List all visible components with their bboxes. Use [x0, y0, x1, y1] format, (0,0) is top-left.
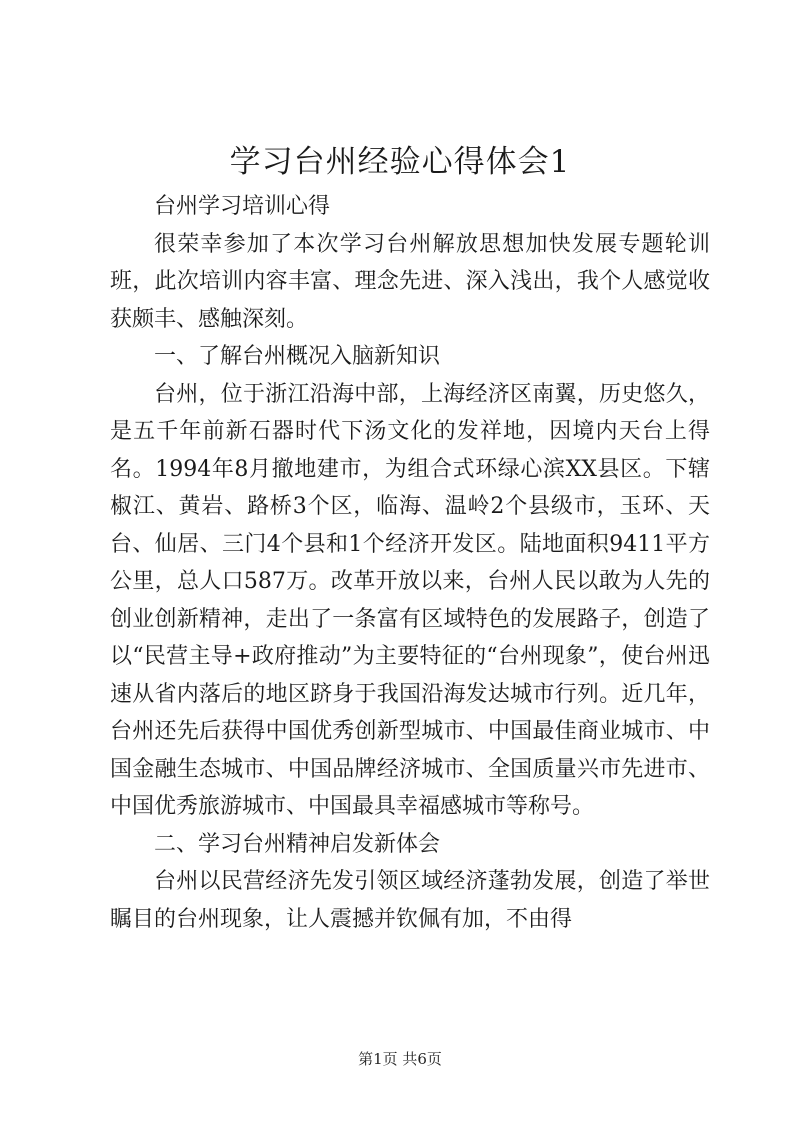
paragraph-intro: 很荣幸参加了本次学习台州解放思想加快发展专题轮训班，此次培训内容丰富、理念先进、深入浅出，我个人感觉收获颇丰、感触深刻。	[110, 231, 710, 332]
section-heading-1: 一、了解台州概况入脑新知识	[154, 344, 441, 369]
section-heading-2: 二、学习台州精神启发新体会	[154, 831, 441, 857]
paragraph-overview: 台州，位于浙江沿海中部，上海经济区南翼，历史悠久，是五千年前新石器时代下汤文化的发祥地，因境内天台上得名。1994年8月撤地建市，为组合式环绿心滨XX县区。下辖椒江、黄岩、路桥3个区，临海、温岭2个县级市，玉环、天台、仙居、三门4个县和1个经济开发区。陆地面积9411平方公里，总人口587万。改革开放以来，台州人民以敢为人先的创业创新精神，走出了一条富有区域特色的发展路子，创造了以“民营主导+政府推动”为主要特征的“台州现象”，使台州迅速从省内落后的地区跻身于我国沿海发达城市行列。近几年，台州还先后获得中国优秀创新型城市、中国最佳商业城市、中国金融生态城市、中国品牌经济城市、全国质量兴市先进市、中国优秀旅游城市、中国最具幸福感城市等称号。	[110, 381, 710, 819]
page-footer: 第1页 共6页	[358, 1050, 442, 1068]
document-title: 学习台州经验心得体会1	[229, 144, 571, 180]
paragraph-subtitle: 台州学习培训心得	[154, 194, 331, 219]
paragraph-spirit: 台州以民营经济先发引领区域经济蓬勃发展，创造了举世瞩目的台州现象，让人震撼并钦佩有加，不由得	[110, 869, 710, 932]
document-body	[110, 188, 710, 938]
